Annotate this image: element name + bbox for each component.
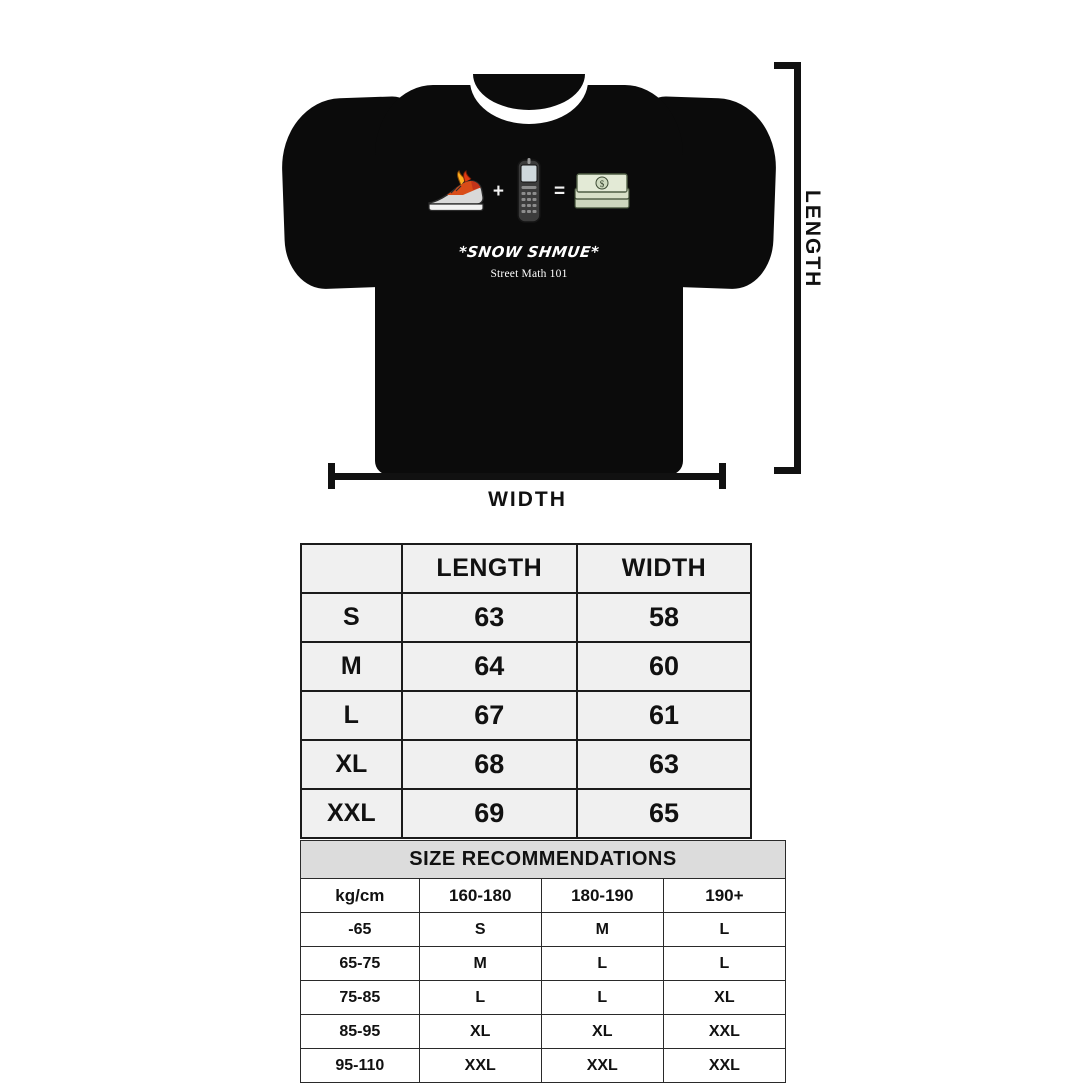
row-xl-width: 63 bbox=[577, 740, 751, 789]
row-size-xxl: XXL bbox=[301, 789, 402, 838]
rec-row-2-c3: XL bbox=[663, 981, 785, 1015]
rec-row-1-c1: M bbox=[419, 947, 541, 981]
length-axis-label: LENGTH bbox=[801, 190, 824, 289]
rec-row-1-kg: 65-75 bbox=[301, 947, 420, 981]
svg-text:$: $ bbox=[599, 178, 605, 189]
table-row bbox=[301, 789, 751, 838]
tshirt-body bbox=[375, 85, 683, 475]
rec-row-4-kg: 95-110 bbox=[301, 1049, 420, 1083]
recommendations-header-row bbox=[301, 879, 786, 913]
rec-row-1-c2: L bbox=[541, 947, 663, 981]
row-size-l: L bbox=[301, 691, 402, 740]
size-recommendations-table bbox=[300, 840, 786, 1083]
rec-row-2-c1: L bbox=[419, 981, 541, 1015]
width-measurement-bracket bbox=[328, 463, 726, 489]
tshirt-graphic bbox=[283, 60, 775, 475]
cash-stack-icon bbox=[571, 166, 633, 221]
row-s-length: 63 bbox=[402, 593, 577, 642]
flip-phone-icon bbox=[510, 158, 548, 229]
rec-row-4-c2: XXL bbox=[541, 1049, 663, 1083]
sneaker-icon bbox=[425, 169, 487, 218]
rec-row-3-kg: 85-95 bbox=[301, 1015, 420, 1049]
table-row bbox=[301, 947, 786, 981]
recommendations-title-row bbox=[301, 841, 786, 879]
recommendations-title: SIZE RECOMMENDATIONS bbox=[301, 841, 786, 879]
table-row bbox=[301, 981, 786, 1015]
rec-row-3-c2: XL bbox=[541, 1015, 663, 1049]
rec-row-3-c3: XXL bbox=[663, 1015, 785, 1049]
row-l-width: 61 bbox=[577, 691, 751, 740]
rec-header-180-190: 180-190 bbox=[541, 879, 663, 913]
width-bracket-right-cap bbox=[719, 463, 726, 489]
row-xxl-length: 69 bbox=[402, 789, 577, 838]
table-row bbox=[301, 593, 751, 642]
row-size-xl: XL bbox=[301, 740, 402, 789]
shirt-print-design bbox=[414, 155, 644, 280]
table-row bbox=[301, 1015, 786, 1049]
equals-operator: = bbox=[554, 180, 566, 202]
table-row bbox=[301, 740, 751, 789]
width-axis-label: WIDTH bbox=[488, 488, 567, 511]
print-brand-text: *SNOW SHMUE* bbox=[457, 243, 601, 261]
plus-operator: + bbox=[492, 180, 504, 202]
table-row bbox=[301, 642, 751, 691]
rec-row-0-c3: L bbox=[663, 913, 785, 947]
table-row bbox=[301, 1049, 786, 1083]
product-image-area bbox=[0, 0, 1080, 520]
length-column-header: LENGTH bbox=[402, 544, 577, 593]
rec-row-4-c1: XXL bbox=[419, 1049, 541, 1083]
row-size-s: S bbox=[301, 593, 402, 642]
width-bracket-bar bbox=[328, 473, 726, 480]
row-l-length: 67 bbox=[402, 691, 577, 740]
rec-header-kgcm: kg/cm bbox=[301, 879, 420, 913]
rec-header-160-180: 160-180 bbox=[419, 879, 541, 913]
rec-row-1-c3: L bbox=[663, 947, 785, 981]
table-header-row bbox=[301, 544, 751, 593]
print-equation bbox=[414, 155, 644, 231]
row-m-width: 60 bbox=[577, 642, 751, 691]
table-row bbox=[301, 691, 751, 740]
size-measurement-table bbox=[300, 543, 752, 839]
size-column-header bbox=[301, 544, 402, 593]
rec-header-190plus: 190+ bbox=[663, 879, 785, 913]
rec-row-0-c2: M bbox=[541, 913, 663, 947]
table-row bbox=[301, 913, 786, 947]
rec-row-4-c3: XXL bbox=[663, 1049, 785, 1083]
row-s-width: 58 bbox=[577, 593, 751, 642]
print-subtitle-text: Street Math 101 bbox=[490, 268, 568, 280]
row-size-m: M bbox=[301, 642, 402, 691]
rec-row-3-c1: XL bbox=[419, 1015, 541, 1049]
rec-row-0-c1: S bbox=[419, 913, 541, 947]
length-bracket-bottom-cap bbox=[774, 467, 801, 474]
row-m-length: 64 bbox=[402, 642, 577, 691]
row-xxl-width: 65 bbox=[577, 789, 751, 838]
rec-row-0-kg: -65 bbox=[301, 913, 420, 947]
rec-row-2-c2: L bbox=[541, 981, 663, 1015]
row-xl-length: 68 bbox=[402, 740, 577, 789]
width-column-header: WIDTH bbox=[577, 544, 751, 593]
rec-row-2-kg: 75-85 bbox=[301, 981, 420, 1015]
